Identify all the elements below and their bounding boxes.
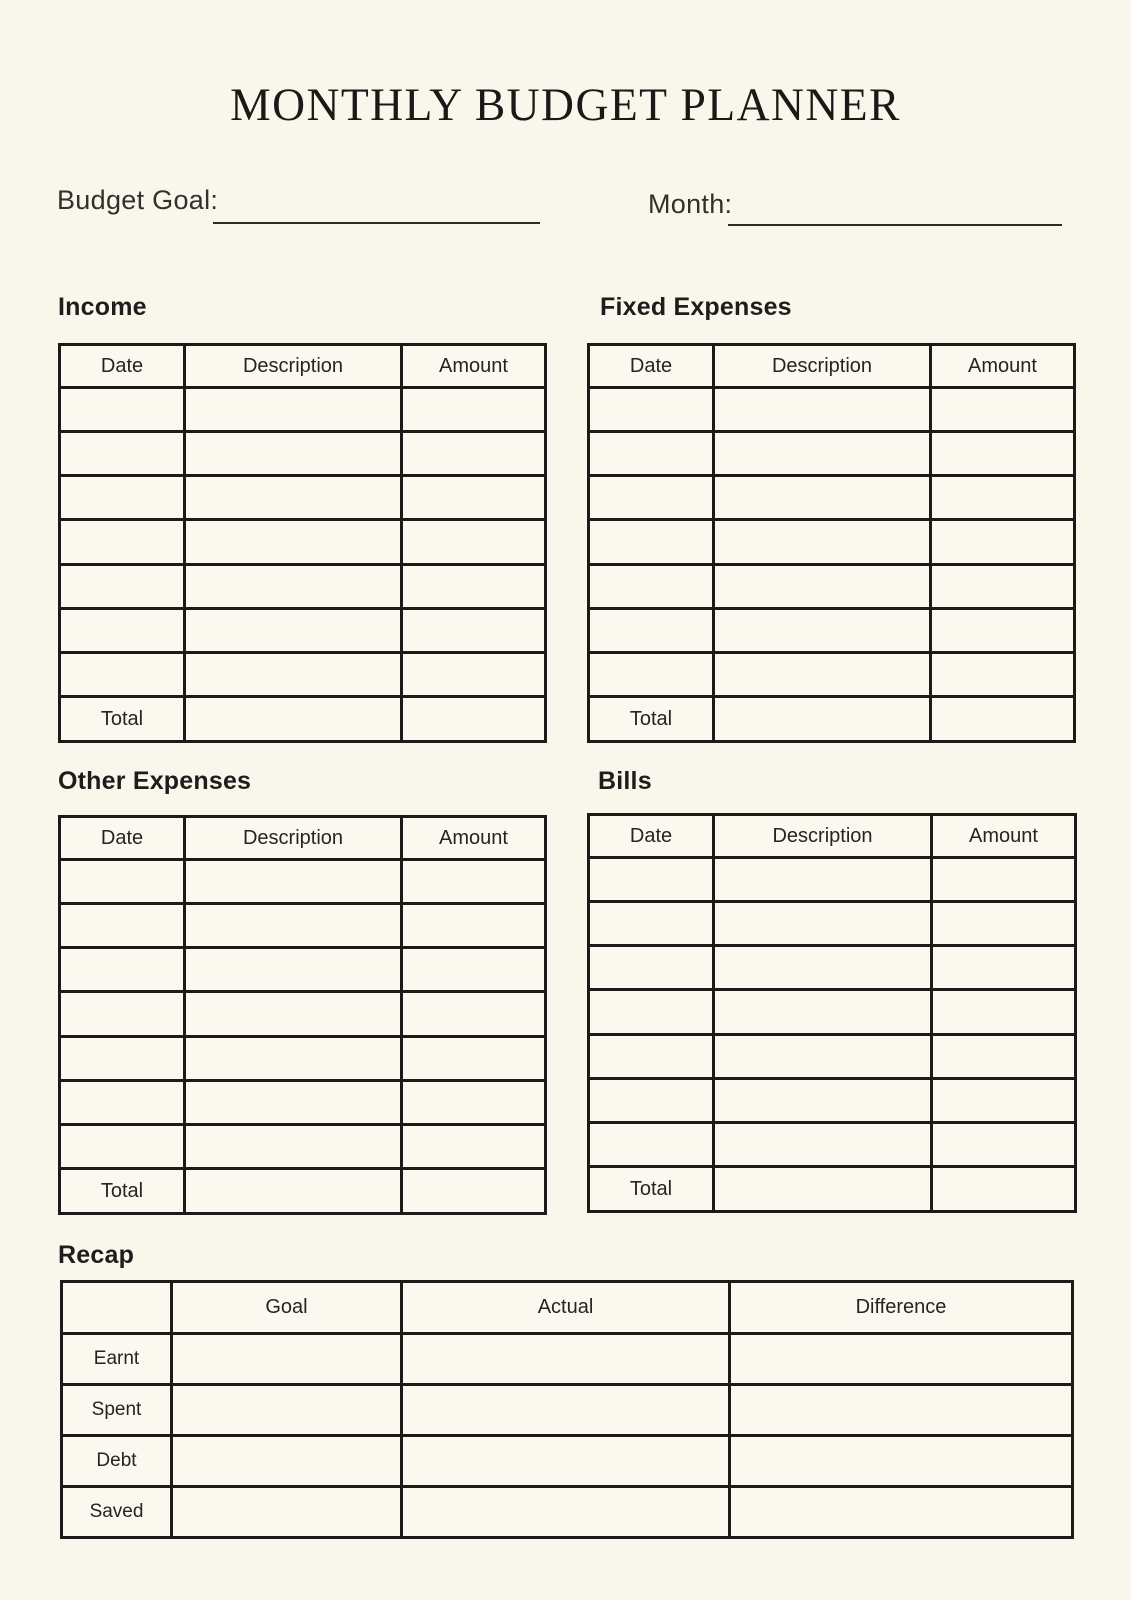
recap-row-label: Debt <box>62 1436 172 1487</box>
blank-row <box>60 520 546 564</box>
blank-cell[interactable] <box>402 476 546 520</box>
recap-row-spent <box>62 1385 1073 1436</box>
blank-cell[interactable] <box>185 860 402 904</box>
recap-row-earnt <box>62 1334 1073 1385</box>
blank-cell[interactable] <box>402 1487 730 1538</box>
blank-cell[interactable] <box>402 388 546 432</box>
recap-heading: Recap <box>58 1241 135 1269</box>
amount-column-header: Amount <box>931 345 1075 388</box>
blank-cell[interactable] <box>185 476 402 520</box>
total-row <box>589 697 1075 742</box>
blank-cell[interactable] <box>60 388 185 432</box>
blank-cell[interactable] <box>714 1034 932 1078</box>
blank-row <box>60 1124 546 1168</box>
blank-cell[interactable] <box>60 860 185 904</box>
bills-heading: Bills <box>598 767 652 795</box>
blank-row <box>60 476 546 520</box>
total-label-cell: Total <box>60 1169 185 1214</box>
blank-cell[interactable] <box>60 1080 185 1124</box>
blank-cell[interactable] <box>714 697 931 742</box>
blank-cell[interactable] <box>932 1078 1076 1122</box>
blank-cell[interactable] <box>60 520 185 564</box>
table-header-row <box>589 815 1076 858</box>
blank-row <box>589 652 1075 696</box>
blank-cell[interactable] <box>932 902 1076 946</box>
blank-cell[interactable] <box>185 608 402 652</box>
bills-table <box>587 813 1077 1213</box>
blank-cell[interactable] <box>185 904 402 948</box>
blank-cell[interactable] <box>714 432 931 476</box>
blank-cell[interactable] <box>185 432 402 476</box>
blank-cell[interactable] <box>185 652 402 696</box>
blank-cell[interactable] <box>714 1078 932 1122</box>
blank-cell[interactable] <box>931 697 1075 742</box>
blank-cell[interactable] <box>402 697 546 742</box>
blank-cell[interactable] <box>402 608 546 652</box>
description-column-header: Description <box>185 817 402 860</box>
recap-row-label: Saved <box>62 1487 172 1538</box>
blank-cell[interactable] <box>931 476 1075 520</box>
blank-cell[interactable] <box>185 564 402 608</box>
actual-column-header: Actual <box>402 1282 730 1334</box>
total-label-cell: Total <box>589 1167 714 1212</box>
blank-cell[interactable] <box>402 564 546 608</box>
blank-cell[interactable] <box>589 476 714 520</box>
blank-cell[interactable] <box>589 902 714 946</box>
blank-row <box>60 564 546 608</box>
blank-cell[interactable] <box>172 1334 402 1385</box>
amount-column-header: Amount <box>402 345 546 388</box>
other-expenses-table <box>58 815 547 1215</box>
blank-cell[interactable] <box>185 1124 402 1168</box>
fixed-expenses-heading: Fixed Expenses <box>600 293 792 321</box>
amount-column-header: Amount <box>402 817 546 860</box>
blank-cell[interactable] <box>931 652 1075 696</box>
blank-row <box>589 608 1075 652</box>
blank-cell[interactable] <box>931 432 1075 476</box>
total-row <box>60 1169 546 1214</box>
blank-cell[interactable] <box>185 388 402 432</box>
blank-cell[interactable] <box>589 858 714 902</box>
blank-cell[interactable] <box>714 946 932 990</box>
blank-cell[interactable] <box>714 520 931 564</box>
blank-cell[interactable] <box>402 1080 546 1124</box>
blank-cell[interactable] <box>402 948 546 992</box>
recap-row-label: Spent <box>62 1385 172 1436</box>
description-column-header: Description <box>714 815 932 858</box>
blank-row <box>60 388 546 432</box>
blank-row <box>589 432 1075 476</box>
blank-cell[interactable] <box>402 1436 730 1487</box>
fixed-expenses-table <box>587 343 1076 743</box>
blank-row <box>60 948 546 992</box>
blank-cell[interactable] <box>185 1036 402 1080</box>
blank-cell[interactable] <box>932 1122 1076 1166</box>
blank-cell[interactable] <box>932 990 1076 1034</box>
recap-header-row <box>62 1282 1073 1334</box>
blank-cell[interactable] <box>402 1385 730 1436</box>
total-label-cell: Total <box>589 697 714 742</box>
blank-cell[interactable] <box>589 946 714 990</box>
blank-cell[interactable] <box>714 1122 932 1166</box>
blank-cell[interactable] <box>60 1036 185 1080</box>
blank-row <box>589 1122 1076 1166</box>
blank-cell[interactable] <box>60 1124 185 1168</box>
blank-cell[interactable] <box>730 1487 1073 1538</box>
blank-cell[interactable] <box>730 1385 1073 1436</box>
blank-cell[interactable] <box>60 564 185 608</box>
date-column-header: Date <box>60 817 185 860</box>
blank-row <box>60 1036 546 1080</box>
blank-cell[interactable] <box>589 990 714 1034</box>
blank-cell[interactable] <box>172 1487 402 1538</box>
blank-cell[interactable] <box>714 608 931 652</box>
blank-cell[interactable] <box>589 432 714 476</box>
blank-cell[interactable] <box>714 388 931 432</box>
blank-cell[interactable] <box>185 520 402 564</box>
blank-cell[interactable] <box>589 652 714 696</box>
recap-row-saved <box>62 1487 1073 1538</box>
total-row <box>60 697 546 742</box>
blank-cell[interactable] <box>185 948 402 992</box>
table-header-row <box>589 345 1075 388</box>
blank-cell[interactable] <box>589 1034 714 1078</box>
budget-goal-label: Budget Goal: <box>57 185 219 215</box>
blank-cell[interactable] <box>932 858 1076 902</box>
blank-cell[interactable] <box>60 904 185 948</box>
blank-cell[interactable] <box>932 1034 1076 1078</box>
blank-cell[interactable] <box>60 948 185 992</box>
recap-row-label: Earnt <box>62 1334 172 1385</box>
difference-column-header: Difference <box>730 1282 1073 1334</box>
blank-cell[interactable] <box>932 1167 1076 1212</box>
blank-cell[interactable] <box>60 608 185 652</box>
blank-cell[interactable] <box>185 1169 402 1214</box>
blank-cell[interactable] <box>402 1334 730 1385</box>
blank-cell[interactable] <box>932 946 1076 990</box>
recap-row-debt <box>62 1436 1073 1487</box>
blank-cell[interactable] <box>730 1334 1073 1385</box>
blank-cell[interactable] <box>714 564 931 608</box>
page-title: MONTHLY BUDGET PLANNER <box>230 79 901 131</box>
recap-corner-cell <box>62 1282 172 1334</box>
goal-column-header: Goal <box>172 1282 402 1334</box>
budget-goal-field[interactable] <box>213 200 540 224</box>
blank-row <box>589 902 1076 946</box>
blank-cell[interactable] <box>185 1080 402 1124</box>
blank-cell[interactable] <box>402 1124 546 1168</box>
blank-cell[interactable] <box>714 902 932 946</box>
blank-cell[interactable] <box>931 564 1075 608</box>
blank-cell[interactable] <box>589 564 714 608</box>
blank-row <box>589 520 1075 564</box>
blank-cell[interactable] <box>402 652 546 696</box>
description-column-header: Description <box>714 345 931 388</box>
blank-cell[interactable] <box>185 697 402 742</box>
table-header-row <box>60 345 546 388</box>
blank-cell[interactable] <box>60 432 185 476</box>
income-heading: Income <box>58 293 147 321</box>
blank-cell[interactable] <box>589 520 714 564</box>
recap-table <box>60 1280 1074 1539</box>
blank-row <box>60 904 546 948</box>
blank-cell[interactable] <box>931 608 1075 652</box>
blank-cell[interactable] <box>714 476 931 520</box>
blank-row <box>589 388 1075 432</box>
blank-row <box>589 476 1075 520</box>
blank-cell[interactable] <box>402 860 546 904</box>
blank-cell[interactable] <box>714 858 932 902</box>
blank-cell[interactable] <box>931 520 1075 564</box>
blank-cell[interactable] <box>714 1167 932 1212</box>
blank-cell[interactable] <box>172 1385 402 1436</box>
blank-cell[interactable] <box>402 520 546 564</box>
blank-cell[interactable] <box>589 608 714 652</box>
income-table <box>58 343 547 743</box>
blank-cell[interactable] <box>185 992 402 1036</box>
blank-cell[interactable] <box>60 992 185 1036</box>
blank-cell[interactable] <box>589 1122 714 1166</box>
blank-cell[interactable] <box>714 990 932 1034</box>
blank-cell[interactable] <box>402 1169 546 1214</box>
total-label-cell: Total <box>60 697 185 742</box>
date-column-header: Date <box>589 815 714 858</box>
blank-cell[interactable] <box>730 1436 1073 1487</box>
month-label: Month: <box>648 189 733 219</box>
description-column-header: Description <box>185 345 402 388</box>
month-field[interactable] <box>728 202 1062 226</box>
blank-row <box>60 432 546 476</box>
blank-row <box>589 990 1076 1034</box>
blank-cell[interactable] <box>60 476 185 520</box>
blank-cell[interactable] <box>402 1036 546 1080</box>
blank-row <box>589 1078 1076 1122</box>
date-column-header: Date <box>589 345 714 388</box>
date-column-header: Date <box>60 345 185 388</box>
blank-cell[interactable] <box>589 388 714 432</box>
blank-cell[interactable] <box>714 652 931 696</box>
blank-row <box>589 858 1076 902</box>
total-row <box>589 1167 1076 1212</box>
blank-row <box>60 860 546 904</box>
blank-row <box>60 1080 546 1124</box>
blank-row <box>60 608 546 652</box>
blank-cell[interactable] <box>931 388 1075 432</box>
blank-row <box>60 992 546 1036</box>
blank-cell[interactable] <box>402 904 546 948</box>
blank-row <box>589 564 1075 608</box>
blank-row <box>60 652 546 696</box>
table-header-row <box>60 817 546 860</box>
blank-cell[interactable] <box>589 1078 714 1122</box>
blank-row <box>589 946 1076 990</box>
blank-row <box>589 1034 1076 1078</box>
blank-cell[interactable] <box>402 432 546 476</box>
blank-cell[interactable] <box>172 1436 402 1487</box>
blank-cell[interactable] <box>402 992 546 1036</box>
other-expenses-heading: Other Expenses <box>58 767 252 795</box>
blank-cell[interactable] <box>60 652 185 696</box>
amount-column-header: Amount <box>932 815 1076 858</box>
